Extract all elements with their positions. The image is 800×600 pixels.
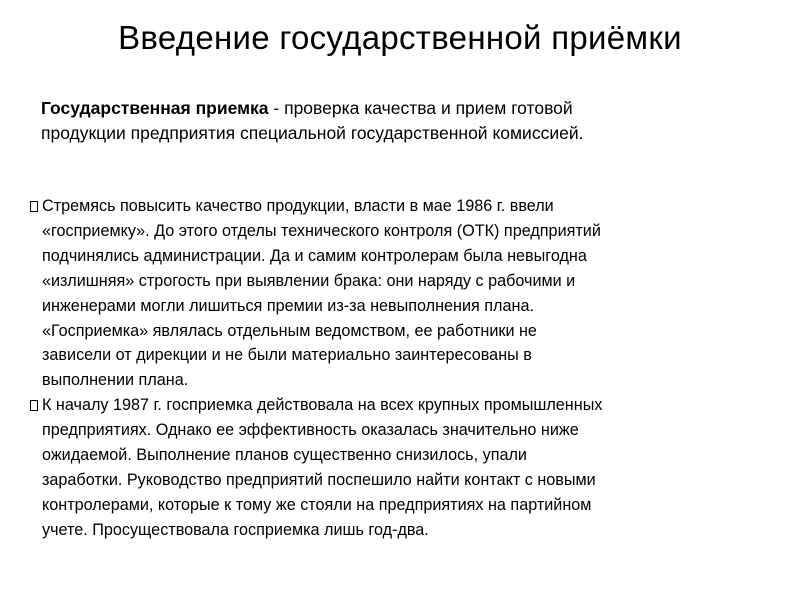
bullet-line: Стремясь повысить качество продукции, власти в мае 1986 г. ввели <box>42 197 554 215</box>
bullet-line: инженерами могли лишиться премии из-за невыполнения плана. <box>42 296 534 315</box>
bullet-marker-icon <box>30 201 38 212</box>
bullet-line: К началу 1987 г. госприемка действовала на всех крупных промышленных <box>42 396 603 415</box>
bullet-line: предприятиях. Однако ее эффективность оказалась значительно ниже <box>42 421 579 440</box>
bullet-line: выполнении плана. <box>42 371 189 390</box>
bullet-line: «госприемку». До этого отделы технического контроля (ОТК) предприятий <box>42 221 601 240</box>
definition-paragraph <box>41 96 756 146</box>
bullet-line: заработки. Руководство предприятий поспешило найти контакт с новыми <box>42 470 596 489</box>
bullet-item <box>30 194 790 393</box>
slide-title: Введение государственной приёмки <box>118 19 682 56</box>
definition-text: - проверка качества и прием готовой <box>268 98 573 118</box>
bullet-list <box>30 194 790 543</box>
definition-line-1 <box>41 96 756 121</box>
bullet-line: «Госприемка» являлась отдельным ведомством, ее работники не <box>42 321 537 340</box>
bullet-line: «излишняя» строгость при выявлении брака: они наряду с рабочими и <box>42 271 576 290</box>
bullet-line: зависели от дирекции и не были материально заинтересованы в <box>42 346 532 365</box>
bullet-line: контролерами, которые к тому же стояли на предприятиях на партийном <box>42 495 592 514</box>
bullet-line: подчинялись администрации. Да и самим контролерам была невыгодна <box>42 246 587 265</box>
bullet-line: ожидаемой. Выполнение планов существенно снизилось, упали <box>42 446 527 465</box>
definition-line-2: продукции предприятия специальной государственной комиссией. <box>41 123 584 143</box>
definition-term: Государственная приемка <box>41 98 269 118</box>
bullet-line: учете. Просуществовала госприемка лишь год-два. <box>42 520 429 539</box>
bullet-marker-icon <box>30 400 38 411</box>
bullet-item <box>30 393 790 542</box>
